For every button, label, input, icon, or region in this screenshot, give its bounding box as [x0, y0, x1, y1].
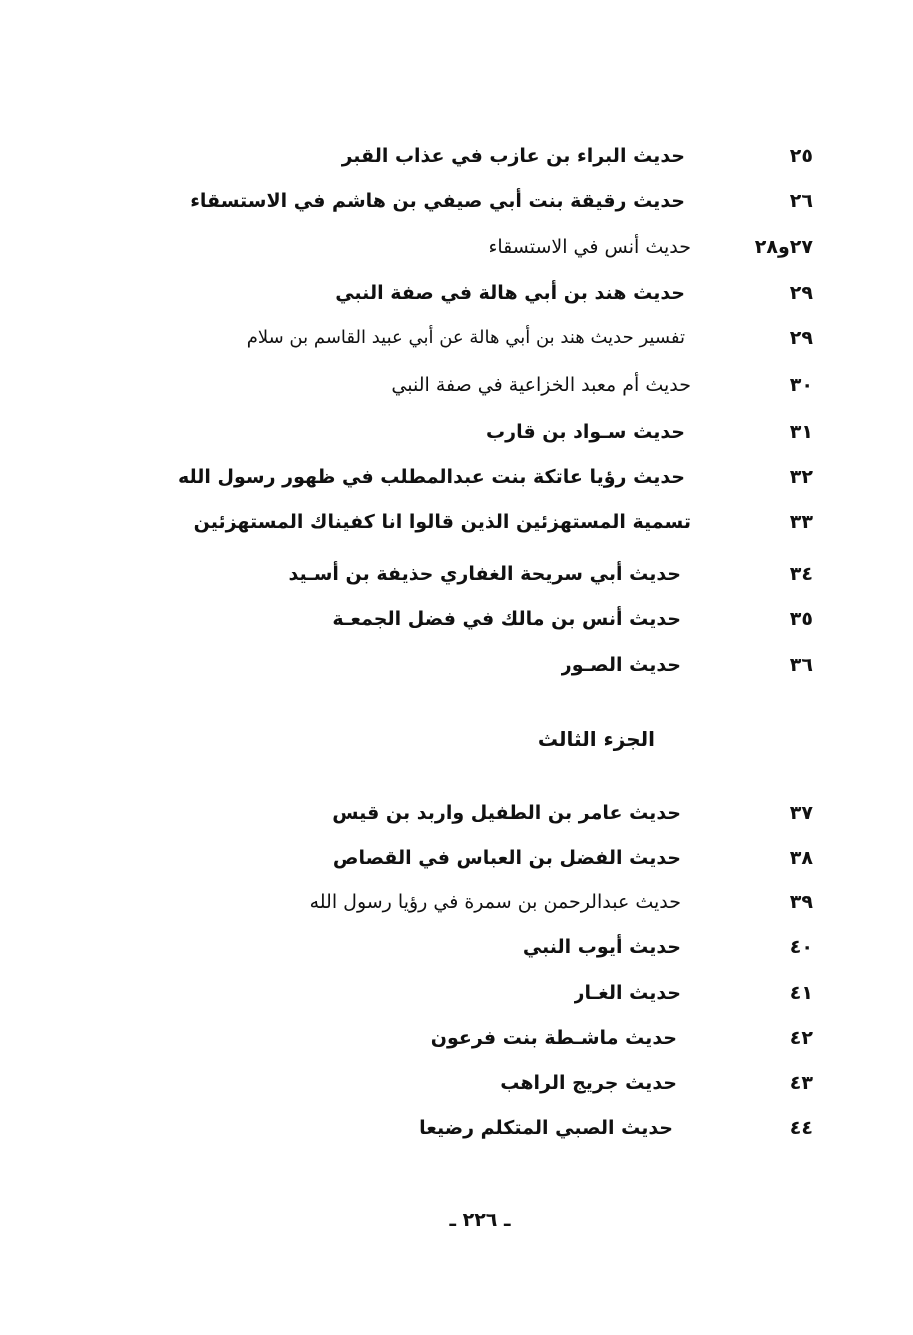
section-heading: الجزء الثالث — [537, 727, 655, 751]
entry-title: حديث الفضل بن العباس في القصاص — [332, 847, 681, 869]
entry-number: ٤٣ — [789, 1072, 813, 1094]
list-item — [0, 412, 913, 452]
list-item — [0, 599, 913, 639]
list-item — [0, 554, 913, 594]
list-item — [0, 1018, 913, 1058]
entry-title: حديث أبي سريحة الغفاري حذيفة بن أسـيد — [288, 563, 681, 585]
entry-title: حديث أيوب النبي — [522, 936, 681, 958]
entry-number: ٣٥ — [789, 608, 813, 630]
entry-number: ٢٦ — [789, 190, 813, 212]
entry-title: حديث أنس بن مالك في فضل الجمعـة — [332, 608, 681, 630]
entry-title: حديث سـواد بن قارب — [486, 421, 685, 443]
entry-title: حديث البراء بن عازب في عذاب القبر — [341, 145, 685, 167]
list-item — [0, 973, 913, 1013]
list-item — [0, 838, 913, 878]
entry-title: حديث الصـور — [560, 654, 681, 676]
entry-number: ٤٢ — [789, 1027, 813, 1049]
list-item — [0, 457, 913, 497]
entry-number: ٣٨ — [789, 847, 813, 869]
list-item — [0, 882, 913, 922]
list-item — [0, 1108, 913, 1148]
entry-number: ٤٠ — [789, 936, 813, 958]
entry-title: حديث الغـار — [573, 982, 681, 1004]
entry-title: حديث جريج الراهب — [500, 1072, 677, 1094]
list-item — [0, 227, 913, 267]
entry-number: ٣٢ — [789, 466, 813, 488]
entry-title: تسمية المستهزئين الذين قالوا انا كفيناك المستهزئين — [193, 511, 691, 533]
entry-title: حديث أنس في الاستسقاء — [488, 236, 691, 258]
entry-title: تفسير حديث هند بن أبي هالة عن أبي عبيد القاسم بن سلام — [246, 327, 685, 348]
list-item — [0, 927, 913, 967]
entry-number: ٣١ — [789, 421, 813, 443]
entry-number: ٤١ — [789, 982, 813, 1004]
entry-title: حديث رؤيا عاتكة بنت عبدالمطلب في ظهور رسول الله — [177, 466, 685, 488]
list-item — [0, 136, 913, 176]
entry-number: ٣٦ — [789, 654, 813, 676]
page-number: ـ ٢٢٦ ـ — [449, 1209, 511, 1231]
list-item — [0, 318, 913, 358]
entry-number: ٣٧ — [789, 802, 813, 824]
list-item — [0, 365, 913, 405]
entry-title: حديث الصبي المتكلم رضيعا — [419, 1117, 673, 1139]
entry-title: حديث رقيقة بنت أبي صيفي بن هاشم في الاستسقاء — [190, 190, 685, 212]
entry-title: حديث عامر بن الطفيل واربد بن قيس — [332, 802, 681, 824]
list-item — [0, 181, 913, 221]
entry-number: ٣٤ — [789, 563, 813, 585]
entry-number: ٢٩ — [789, 327, 813, 349]
entry-title: حديث أم معبد الخزاعية في صفة النبي — [391, 374, 691, 396]
entry-number: ٢٧و٢٨ — [754, 236, 813, 258]
entry-number: ٢٩ — [789, 282, 813, 304]
list-item — [0, 793, 913, 833]
list-item — [0, 645, 913, 685]
entry-number: ٣٣ — [789, 511, 813, 533]
entry-title: حديث ماشـطة بنت فرعون — [430, 1027, 677, 1049]
list-item — [0, 1063, 913, 1103]
entry-number: ٤٤ — [789, 1117, 813, 1139]
list-item — [0, 273, 913, 313]
entry-title: حديث هند بن أبي هالة في صفة النبي — [335, 282, 685, 304]
entry-number: ٣٩ — [789, 891, 813, 913]
entry-title: حديث عبدالرحمن بن سمرة في رؤيا رسول الله — [309, 891, 681, 913]
entry-number: ٣٠ — [789, 374, 813, 396]
list-item — [0, 502, 913, 542]
entry-number: ٢٥ — [789, 145, 813, 167]
